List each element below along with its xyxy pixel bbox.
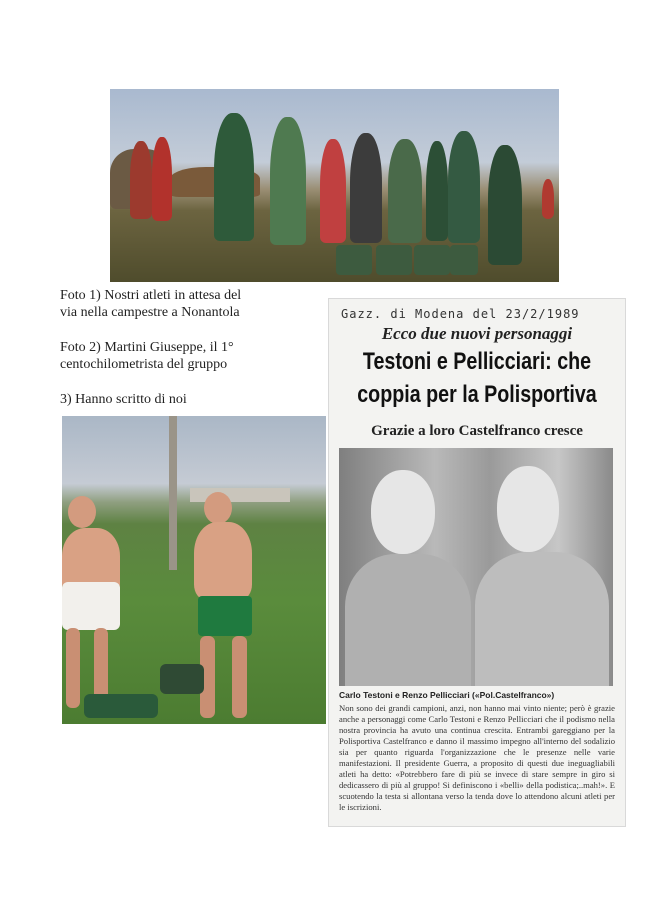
caption-foto1-line2: via nella campestre a Nonantola — [60, 305, 240, 320]
headline-line2: coppia per la Polisportiva — [357, 381, 597, 408]
sports-bag — [84, 694, 158, 718]
group-photo — [110, 89, 559, 282]
caption-foto1-line1: Foto 1) Nostri atleti in attesa del — [60, 288, 242, 303]
clipping-subheadline: Grazie a loro Castelfranco cresce — [371, 423, 583, 439]
sports-bag — [160, 664, 204, 694]
athlete-figure — [214, 113, 254, 241]
athlete-figure — [542, 179, 554, 219]
sports-bag — [450, 245, 478, 275]
caption-foto2-line2: centochilometrista del gruppo — [60, 357, 228, 372]
headline-line1: Testoni e Pellicciari: che — [362, 348, 592, 375]
athlete-figure — [448, 131, 480, 243]
sports-bag — [336, 245, 372, 275]
runners-photo — [62, 416, 326, 724]
portrait-coat — [345, 554, 471, 686]
runner-head — [68, 496, 96, 528]
athlete-figure — [350, 133, 382, 243]
portrait-face — [371, 470, 435, 554]
athlete-figure — [130, 141, 152, 219]
newspaper-clipping — [328, 298, 626, 827]
clipping-kicker: Ecco due nuovi personaggi — [381, 324, 573, 343]
article-text: Non sono dei grandi campioni, anzi, non hanno mai vinto niente; però è grazie anche a personaggi come Carlo Testoni e Renzo Pellicciari che il podismo nella nostra provincia ha avuto una continua crescita. Entrambi gareggiano per la Polisportiva Castelfranco e danno il massimo impegno all'interno del sodalizio sia per quanto riguarda l'organizzazione che le presenze nelle varie manifestazioni. Il presidente Guerra, a proposito di questi due ineguagliabili atleti ha detto: «Potrebbero fare di più se invece di stare sempre in giro si dedicassero di più al gruppo! Si definiscono i «belli» della podistica;..mah!». E scuotendo la testa si allontana verso la tenda dove lo attendono alcuni atleti per le iscrizioni. — [339, 703, 615, 812]
portrait-coat — [475, 552, 609, 686]
athlete-figure — [270, 117, 306, 245]
sports-bag — [414, 245, 450, 275]
portrait-face — [497, 466, 559, 552]
athlete-figure — [488, 145, 522, 265]
caption-foto3: 3) Hanno scritto di noi — [60, 392, 187, 407]
athlete-figure — [320, 139, 346, 243]
press-photo — [339, 448, 613, 686]
utility-pole — [169, 416, 177, 570]
clipping-source: Gazz. di Modena del 23/2/1989 — [341, 307, 580, 321]
athlete-figure — [152, 137, 172, 221]
runner-torso — [194, 522, 252, 600]
green-shorts — [198, 596, 252, 636]
photo-caption: Carlo Testoni e Renzo Pellicciari («Pol.Castelfranco») — [339, 690, 555, 700]
athlete-figure — [388, 139, 422, 243]
sports-bag — [376, 245, 412, 275]
runner-head — [204, 492, 232, 524]
runner-leg — [232, 636, 247, 718]
caption-foto2-line1: Foto 2) Martini Giuseppe, il 1° — [60, 340, 234, 355]
runner-leg — [66, 628, 80, 708]
athlete-figure — [426, 141, 448, 241]
towel — [62, 582, 120, 630]
